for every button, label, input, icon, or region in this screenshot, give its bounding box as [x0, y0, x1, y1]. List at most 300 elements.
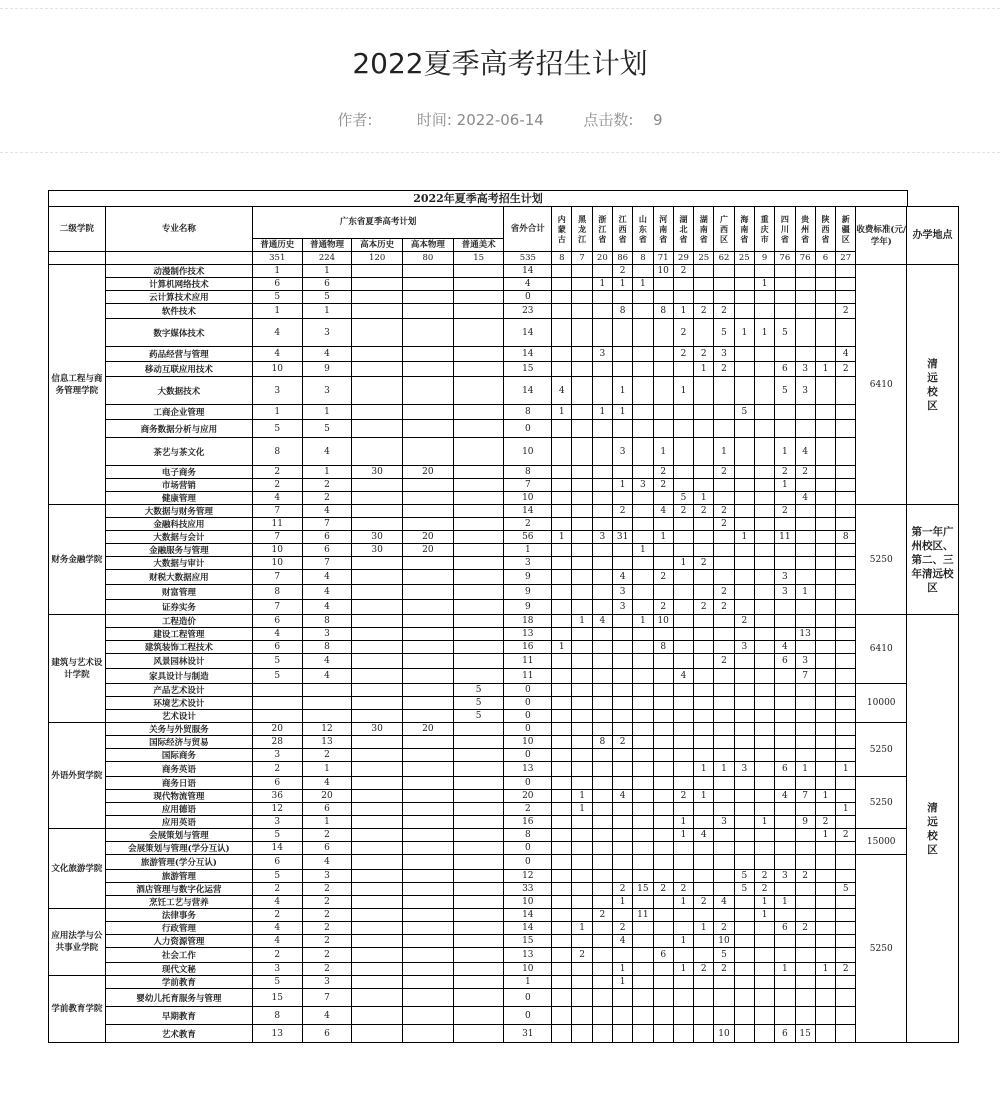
value-cell	[734, 505, 754, 518]
value-cell: 1	[252, 265, 302, 278]
major-name: 家具设计与制造	[105, 669, 252, 684]
value-cell	[403, 420, 454, 438]
table-row	[49, 829, 959, 842]
value-cell	[754, 935, 774, 948]
value-cell	[612, 749, 632, 762]
value-cell	[572, 976, 592, 989]
value-cell: 1	[612, 896, 632, 909]
value-cell	[612, 362, 632, 377]
value-cell: 1	[592, 405, 612, 420]
value-cell	[633, 669, 653, 684]
value-cell	[734, 790, 754, 803]
value-cell	[612, 909, 632, 922]
value-cell: 9	[504, 585, 552, 600]
value-cell: 2	[653, 600, 673, 615]
major-name: 大数据与财务管理	[105, 505, 252, 518]
value-cell	[815, 319, 835, 347]
value-cell	[403, 518, 454, 531]
value-cell	[352, 710, 403, 723]
value-cell	[633, 896, 653, 909]
value-cell	[673, 570, 693, 585]
value-cell	[734, 803, 754, 816]
value-cell	[592, 544, 612, 557]
value-cell	[734, 855, 754, 870]
clicks-count: 9	[653, 111, 663, 129]
value-cell	[734, 976, 754, 989]
value-cell	[453, 544, 504, 557]
college-name: 应用法学与公共事业学院	[49, 909, 106, 976]
value-cell	[714, 669, 734, 684]
value-cell	[836, 557, 856, 570]
value-cell	[592, 505, 612, 518]
value-cell: 12	[302, 723, 352, 736]
value-cell: 8	[836, 531, 856, 544]
value-cell	[612, 518, 632, 531]
value-cell	[714, 641, 734, 654]
value-cell: 6	[302, 842, 352, 855]
value-cell	[552, 777, 572, 790]
value-cell	[754, 479, 774, 492]
value-cell	[836, 265, 856, 278]
value-cell	[403, 697, 454, 710]
value-cell	[572, 710, 592, 723]
value-cell	[572, 1025, 592, 1043]
value-cell	[754, 570, 774, 585]
value-cell: 6	[252, 641, 302, 654]
value-cell	[734, 1025, 754, 1043]
value-cell	[403, 585, 454, 600]
value-cell: 1	[252, 405, 302, 420]
value-cell	[653, 736, 673, 749]
value-cell	[653, 935, 673, 948]
value-cell	[653, 362, 673, 377]
value-cell	[734, 896, 754, 909]
value-cell	[754, 405, 774, 420]
value-cell	[612, 669, 632, 684]
value-cell	[673, 842, 693, 855]
value-cell	[572, 347, 592, 362]
value-cell: 7	[252, 505, 302, 518]
value-cell	[572, 438, 592, 466]
value-cell	[754, 600, 774, 615]
value-cell	[572, 723, 592, 736]
value-cell	[572, 265, 592, 278]
value-cell: 5	[734, 405, 754, 420]
value-cell	[714, 777, 734, 790]
value-cell	[403, 438, 454, 466]
value-cell	[352, 654, 403, 669]
value-cell	[795, 829, 815, 842]
value-cell: 10	[504, 963, 552, 976]
value-cell	[552, 829, 572, 842]
value-cell	[694, 855, 714, 870]
value-cell	[836, 466, 856, 479]
table-row	[49, 883, 959, 896]
value-cell: 2	[836, 963, 856, 976]
value-cell	[754, 518, 774, 531]
value-cell	[714, 377, 734, 405]
value-cell	[775, 816, 795, 829]
value-cell	[352, 570, 403, 585]
value-cell	[734, 278, 754, 291]
value-cell	[552, 570, 572, 585]
value-cell: 3	[612, 585, 632, 600]
value-cell: 2	[714, 518, 734, 531]
col-province: 江 西 省	[612, 207, 632, 252]
value-cell	[673, 922, 693, 935]
value-cell	[633, 466, 653, 479]
value-cell	[612, 684, 632, 697]
value-cell	[592, 883, 612, 896]
value-cell	[572, 684, 592, 697]
value-cell	[633, 816, 653, 829]
value-cell: 3	[302, 976, 352, 989]
value-cell	[734, 1007, 754, 1025]
value-cell	[754, 976, 774, 989]
value-cell	[694, 976, 714, 989]
value-cell	[653, 697, 673, 710]
value-cell	[403, 615, 454, 628]
value-cell	[795, 909, 815, 922]
col-major: 专业名称	[105, 207, 252, 252]
value-cell	[633, 963, 653, 976]
value-cell	[633, 1007, 653, 1025]
value-cell: 30	[352, 544, 403, 557]
value-cell: 4	[694, 829, 714, 842]
value-cell	[673, 948, 693, 963]
college-name: 文化旅游学院	[49, 829, 106, 909]
value-cell: 2	[694, 304, 714, 319]
value-cell: 0	[504, 420, 552, 438]
fee-cell: 5250	[856, 723, 907, 777]
value-cell: 7	[504, 479, 552, 492]
value-cell	[653, 518, 673, 531]
value-cell	[754, 505, 774, 518]
major-name: 行政管理	[105, 922, 252, 935]
table-row	[49, 870, 959, 883]
value-cell	[694, 710, 714, 723]
value-cell	[653, 896, 673, 909]
value-cell: 4	[302, 777, 352, 790]
value-cell	[775, 710, 795, 723]
value-cell	[775, 615, 795, 628]
value-cell: 5	[775, 377, 795, 405]
value-cell	[653, 669, 673, 684]
value-cell	[836, 544, 856, 557]
value-cell: 3	[302, 870, 352, 883]
value-cell: 4	[302, 347, 352, 362]
major-name: 数字媒体技术	[105, 319, 252, 347]
value-cell	[775, 265, 795, 278]
value-cell	[795, 935, 815, 948]
value-cell: 6	[302, 278, 352, 291]
value-cell	[592, 935, 612, 948]
value-cell	[592, 829, 612, 842]
value-cell	[815, 466, 835, 479]
value-cell	[552, 479, 572, 492]
value-cell	[572, 362, 592, 377]
value-cell	[775, 405, 795, 420]
value-cell	[592, 304, 612, 319]
value-cell: 4	[592, 615, 612, 628]
value-cell	[352, 585, 403, 600]
value-cell: 1	[612, 479, 632, 492]
value-cell	[714, 855, 734, 870]
value-cell	[653, 347, 673, 362]
value-cell	[836, 870, 856, 883]
value-cell	[633, 762, 653, 777]
value-cell: 2	[302, 935, 352, 948]
value-cell	[592, 654, 612, 669]
meta-divider	[0, 152, 1000, 153]
value-cell	[453, 466, 504, 479]
value-cell	[734, 749, 754, 762]
value-cell	[453, 1007, 504, 1025]
value-cell	[352, 438, 403, 466]
value-cell	[795, 544, 815, 557]
value-cell	[572, 377, 592, 405]
value-cell	[673, 697, 693, 710]
value-cell: 4	[252, 347, 302, 362]
value-cell: 2	[252, 762, 302, 777]
value-cell: 1	[836, 762, 856, 777]
value-cell	[754, 963, 774, 976]
value-cell	[612, 557, 632, 570]
value-cell	[592, 420, 612, 438]
value-cell	[633, 749, 653, 762]
value-cell: 1	[592, 278, 612, 291]
value-cell	[754, 749, 774, 762]
value-cell: 1	[302, 405, 352, 420]
value-cell	[836, 697, 856, 710]
value-cell	[653, 544, 673, 557]
value-cell: 2	[714, 963, 734, 976]
value-cell	[754, 531, 774, 544]
value-cell	[754, 736, 774, 749]
value-cell	[453, 377, 504, 405]
value-cell: 4	[302, 654, 352, 669]
value-cell	[673, 362, 693, 377]
col-gd-bachelor-physics: 高本物理	[403, 239, 454, 252]
value-cell: 4	[252, 935, 302, 948]
value-cell	[453, 585, 504, 600]
major-name: 现代文秘	[105, 963, 252, 976]
value-cell	[572, 420, 592, 438]
value-cell: 13	[504, 762, 552, 777]
value-cell	[694, 479, 714, 492]
col-gd-physics: 普通物理	[302, 239, 352, 252]
value-cell	[592, 585, 612, 600]
value-cell	[714, 420, 734, 438]
value-cell: 1	[734, 531, 754, 544]
value-cell	[694, 531, 714, 544]
value-cell	[633, 377, 653, 405]
value-cell	[694, 803, 714, 816]
value-cell	[775, 628, 795, 641]
value-cell	[734, 669, 754, 684]
value-cell	[453, 405, 504, 420]
value-cell	[754, 710, 774, 723]
value-cell	[815, 883, 835, 896]
value-cell	[453, 989, 504, 1007]
value-cell	[836, 479, 856, 492]
value-cell	[552, 976, 572, 989]
value-cell	[403, 989, 454, 1007]
value-cell	[795, 518, 815, 531]
value-cell	[552, 669, 572, 684]
value-cell	[694, 518, 714, 531]
value-cell	[352, 736, 403, 749]
value-cell	[403, 790, 454, 803]
value-cell	[714, 1007, 734, 1025]
value-cell	[612, 466, 632, 479]
value-cell	[734, 600, 754, 615]
value-cell	[352, 420, 403, 438]
value-cell	[836, 1007, 856, 1025]
value-cell	[633, 505, 653, 518]
value-cell	[403, 684, 454, 697]
value-cell: 8	[504, 466, 552, 479]
table-row	[49, 291, 959, 304]
value-cell	[572, 816, 592, 829]
value-cell: 8	[252, 1007, 302, 1025]
value-cell	[815, 736, 835, 749]
value-cell	[453, 319, 504, 347]
table-row	[49, 963, 959, 976]
value-cell: 15	[633, 883, 653, 896]
value-cell	[815, 438, 835, 466]
value-cell	[403, 710, 454, 723]
value-cell	[572, 278, 592, 291]
value-cell: 6	[775, 362, 795, 377]
value-cell: 3	[734, 641, 754, 654]
value-cell: 6	[302, 803, 352, 816]
value-cell	[633, 347, 653, 362]
value-cell: 6	[775, 1025, 795, 1043]
total-province: 76	[775, 252, 795, 265]
value-cell: 15	[252, 989, 302, 1007]
value-cell	[552, 883, 572, 896]
value-cell	[815, 505, 835, 518]
value-cell	[633, 291, 653, 304]
table-row	[49, 654, 959, 669]
value-cell	[754, 1007, 774, 1025]
value-cell: 2	[714, 585, 734, 600]
value-cell	[775, 669, 795, 684]
value-cell	[815, 922, 835, 935]
major-name: 金融科技应用	[105, 518, 252, 531]
table-row	[49, 518, 959, 531]
value-cell	[836, 505, 856, 518]
clicks-label: 点击数:	[583, 111, 634, 129]
major-name: 会展策划与管理	[105, 829, 252, 842]
value-cell: 2	[714, 654, 734, 669]
value-cell: 10	[714, 935, 734, 948]
value-cell	[694, 265, 714, 278]
value-cell	[836, 684, 856, 697]
value-cell	[673, 585, 693, 600]
value-cell: 2	[795, 870, 815, 883]
value-cell	[552, 492, 572, 505]
value-cell	[302, 697, 352, 710]
value-cell	[836, 492, 856, 505]
value-cell	[612, 641, 632, 654]
value-cell	[352, 518, 403, 531]
value-cell	[403, 896, 454, 909]
table-row	[49, 641, 959, 654]
value-cell: 2	[673, 319, 693, 347]
value-cell	[403, 777, 454, 790]
value-cell	[633, 697, 653, 710]
value-cell	[815, 628, 835, 641]
value-cell	[352, 377, 403, 405]
value-cell	[453, 615, 504, 628]
value-cell	[754, 684, 774, 697]
value-cell	[552, 544, 572, 557]
value-cell	[633, 922, 653, 935]
fee-cell: 5250	[856, 855, 907, 1043]
value-cell	[403, 600, 454, 615]
value-cell	[734, 829, 754, 842]
value-cell: 8	[592, 736, 612, 749]
value-cell	[403, 762, 454, 777]
value-cell	[633, 976, 653, 989]
value-cell	[694, 816, 714, 829]
value-cell: 1	[653, 438, 673, 466]
value-cell	[352, 557, 403, 570]
value-cell: 4	[302, 669, 352, 684]
value-cell	[815, 278, 835, 291]
value-cell: 2	[612, 883, 632, 896]
table-row	[49, 749, 959, 762]
value-cell	[352, 265, 403, 278]
value-cell	[734, 628, 754, 641]
value-cell	[552, 518, 572, 531]
value-cell	[836, 377, 856, 405]
value-cell	[815, 935, 835, 948]
value-cell	[592, 777, 612, 790]
college-name: 学前教育学院	[49, 976, 106, 1043]
value-cell	[815, 518, 835, 531]
major-name: 风景园林设计	[105, 654, 252, 669]
value-cell	[815, 405, 835, 420]
value-cell: 30	[352, 531, 403, 544]
sheet-title: 2022年夏季高考招生计划	[48, 190, 908, 206]
value-cell: 3	[302, 628, 352, 641]
total-out: 535	[504, 252, 552, 265]
table-row	[49, 842, 959, 855]
value-cell: 1	[673, 816, 693, 829]
value-cell: 2	[714, 922, 734, 935]
value-cell: 14	[504, 347, 552, 362]
major-name: 学前教育	[105, 976, 252, 989]
value-cell	[552, 922, 572, 935]
value-cell: 1	[673, 935, 693, 948]
value-cell	[714, 790, 734, 803]
value-cell: 4	[302, 600, 352, 615]
value-cell	[836, 669, 856, 684]
value-cell	[572, 777, 592, 790]
value-cell	[552, 684, 572, 697]
total-province: 6	[815, 252, 835, 265]
value-cell	[714, 989, 734, 1007]
value-cell	[815, 762, 835, 777]
major-name: 证券实务	[105, 600, 252, 615]
value-cell: 3	[633, 479, 653, 492]
value-cell	[734, 544, 754, 557]
value-cell: 3	[302, 377, 352, 405]
value-cell: 1	[694, 362, 714, 377]
